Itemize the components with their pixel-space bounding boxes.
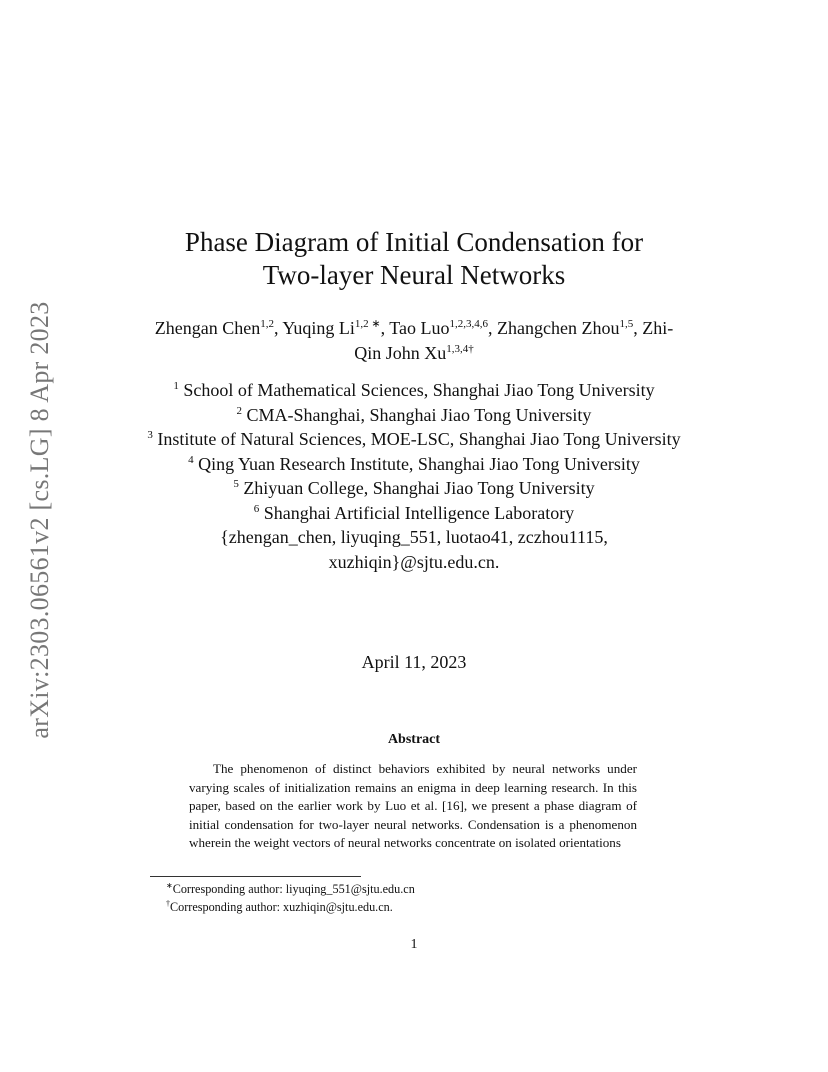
footnotes [166,880,415,916]
affiliation-text: Shanghai Artificial Intelligence Laboratory [263,502,575,523]
affiliation [140,378,688,403]
title-line-1: Phase Diagram of Initial Condensation for [184,227,644,257]
author-affiliation-marks: 1,2,3,4,6 [449,318,488,330]
footnote [166,880,415,898]
email-line[interactable]: {zhengan_chen, liyuqing_551, luotao41, zczhou1115, [220,527,608,547]
email-line[interactable]: xuzhiqin}@sjtu.edu.cn. [328,551,500,572]
author-name: Zhangchen Zhou [497,318,620,338]
affiliation-number: 5 [233,478,239,490]
author-name: Zhi-Qin John Xu [354,318,674,363]
paper-title [150,226,678,292]
affiliation [140,501,688,526]
author: Zhangchen Zhou$^{1,5}$, [497,318,643,338]
author-affiliation-marks: 1,2 ∗ [354,318,381,330]
footnote [166,898,415,916]
footnote-text: Corresponding author: liyuqing_551@sjtu.edu.cn [172,882,415,896]
affiliation-list [140,378,688,574]
affiliation-number: 2 [236,404,243,417]
affiliation [140,476,688,501]
affiliation [140,427,688,452]
affiliation-text: CMA-Shanghai, Shanghai Jiao Tong University [246,404,592,425]
footnote-mark: † [166,898,170,908]
author-list [150,316,678,366]
author-affiliation-marks: 1,3,4† [446,343,474,355]
affiliation-number: 6 [253,502,260,515]
affiliation-text: Institute of Natural Sciences, MOE-LSC, Shanghai Jiao Tong University [157,429,681,449]
footnote-mark: ∗ [166,880,173,890]
arxiv-identifier-stamp[interactable]: arXiv:2303.06561v2 [cs.LG] 8 Apr 2023 [25,301,54,739]
page-number: 1 [410,937,418,952]
affiliation-text: Qing Yuan Research Institute, Shanghai Jiao Tong University [198,453,640,474]
abstract-text: The phenomenon of distinct behaviors exhibited by neural networks under varying scales of initialization remains an enigma in deep learning research. In this paper, based on the earlier work by Luo et al. [16], we present a phase diagram of initial condensation for two-layer neural networks. Condensation is a phenomenon wherein the weight vectors of neural networks concentrate on isolated orientations [189,761,637,850]
author-affiliation-marks: 1,5 [619,318,634,330]
author: Tao Luo$^{1,2,3,4,6}$, [389,318,497,338]
author-affiliation-marks: 1,2 [260,318,274,330]
affiliation [140,452,688,477]
footnote-divider [150,876,361,877]
affiliation-number: 3 [147,429,153,441]
affiliation [140,403,688,428]
footnote-text: Corresponding author: xuzhiqin@sjtu.edu.cn. [170,900,393,914]
title-line-2: Two-layer Neural Networks [262,260,566,290]
author-name: Zhengan Chen [154,318,261,338]
author-name: Tao Luo [389,318,450,338]
affiliation-number: 1 [173,380,179,392]
affiliation-text: School of Mathematical Sciences, Shanghai Jiao Tong University [183,380,655,400]
author: Yuqing $Li^{1,2 ∗}$, [282,318,390,338]
affiliation-number: 4 [188,453,194,466]
author: Zhengan Chen$^{1,2}$, [154,318,283,338]
author-name: Yuqing Li [282,318,355,338]
abstract-heading: Abstract [387,732,441,747]
publication-date: April 11, 2023 [361,652,467,672]
affiliation-text: Zhiyuan College, Shanghai Jiao Tong University [243,478,595,498]
